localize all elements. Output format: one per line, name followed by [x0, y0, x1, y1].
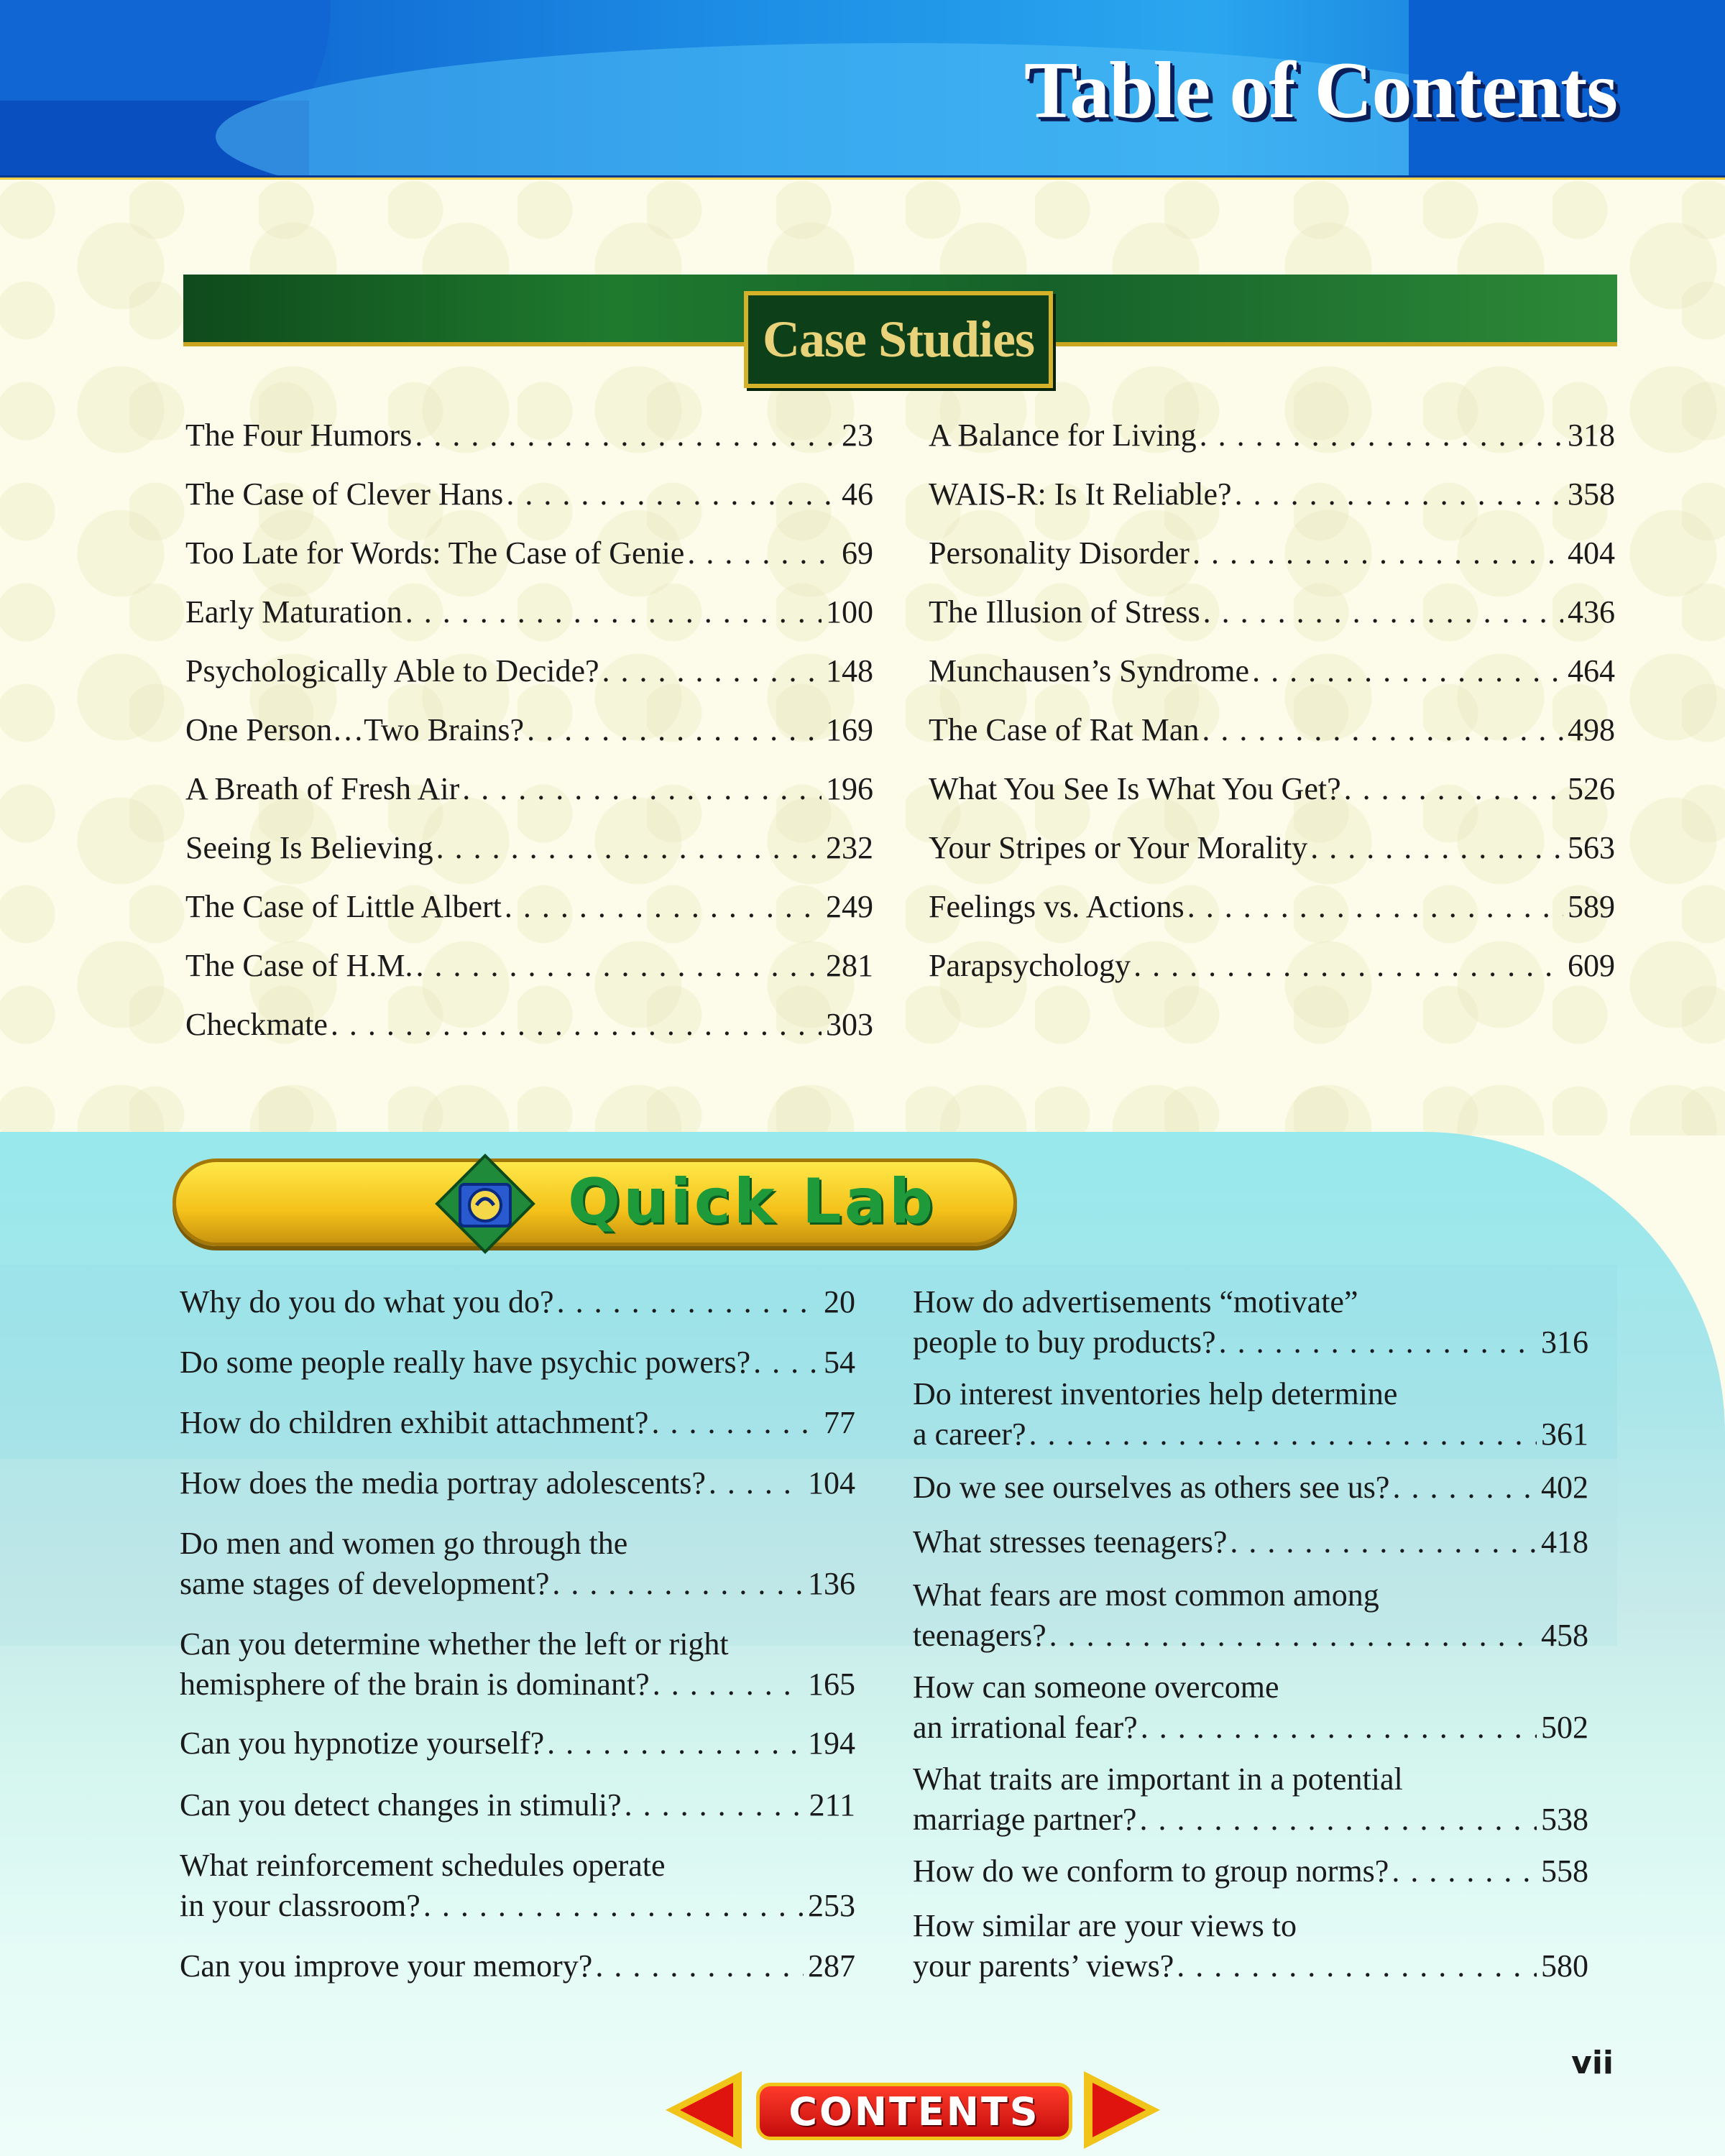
- toc-entry[interactable]: [180, 1403, 855, 1443]
- toc-entry-title: Do interest inventories help determine: [913, 1376, 1398, 1411]
- toc-entry-title: Can you detect changes in stimuli?: [180, 1787, 622, 1823]
- toc-entry[interactable]: [913, 1374, 1588, 1455]
- toc-entry-title: Do some people really have psychic powers?: [180, 1345, 751, 1380]
- toc-entry-page: 538: [1541, 1802, 1588, 1837]
- toc-entry-page: 165: [808, 1667, 855, 1702]
- toc-entry-title: One Person…Two Brains?: [185, 712, 525, 747]
- dot-leader: [544, 1723, 804, 1764]
- case-studies-heading: Case Studies: [744, 291, 1053, 388]
- toc-entry-title: Feelings vs. Actions: [929, 889, 1184, 924]
- toc-entry-page: 196: [826, 771, 873, 806]
- toc-entry-title-continued: people to buy products?: [913, 1325, 1216, 1360]
- dot-leader: [1174, 1946, 1537, 1986]
- toc-entry[interactable]: [185, 591, 873, 634]
- toc-entry[interactable]: [913, 1906, 1588, 1986]
- toc-entry-title: The Illusion of Stress: [929, 594, 1200, 630]
- previous-page-arrow-icon[interactable]: [661, 2068, 748, 2152]
- toc-entry[interactable]: [929, 650, 1615, 693]
- toc-entry-title: Seeing Is Believing: [185, 830, 433, 865]
- toc-entry-title-continued: in your classroom?: [180, 1888, 420, 1923]
- toc-entry-title: How does the media portray adolescents?: [180, 1465, 706, 1501]
- toc-entry[interactable]: [929, 473, 1615, 516]
- toc-entry-title: What traits are important in a potential: [913, 1761, 1403, 1797]
- toc-entry-title: The Case of Clever Hans: [185, 476, 504, 512]
- page-number: vii: [1571, 2045, 1614, 2081]
- toc-entry[interactable]: [180, 1624, 855, 1705]
- toc-entry-page: 20: [824, 1284, 855, 1319]
- toc-entry-title: Your Stripes or Your Morality: [929, 830, 1308, 865]
- toc-entry-page: 404: [1568, 535, 1615, 571]
- toc-entry-page: 148: [826, 653, 873, 688]
- toc-entry-page: 609: [1568, 948, 1615, 983]
- toc-entry-title: Why do you do what you do?: [180, 1284, 554, 1319]
- toc-entry[interactable]: [929, 944, 1615, 987]
- toc-entry-title-continued: an irrational fear?: [913, 1710, 1138, 1745]
- toc-entry[interactable]: [180, 1846, 855, 1926]
- toc-entry[interactable]: [180, 1723, 855, 1764]
- toc-entry-page: 498: [1568, 712, 1615, 747]
- toc-entry-page: 361: [1541, 1416, 1588, 1452]
- dot-leader: [622, 1785, 805, 1825]
- toc-entry-title-continued: hemisphere of the brain is dominant?: [180, 1667, 650, 1702]
- toc-entry-page: 287: [808, 1948, 855, 1984]
- toc-entry-title: Psychologically Able to Decide?: [185, 653, 599, 688]
- toc-entry-page: 104: [808, 1465, 855, 1501]
- toc-entry[interactable]: [185, 650, 873, 693]
- toc-entry[interactable]: [180, 1463, 855, 1503]
- toc-entry[interactable]: [929, 414, 1615, 457]
- toc-entry-page: 558: [1541, 1853, 1588, 1889]
- toc-entry-page: 316: [1541, 1325, 1588, 1360]
- toc-entry[interactable]: [185, 1003, 873, 1046]
- toc-entry-page: 249: [826, 889, 873, 924]
- toc-entry-title: The Case of H.M.: [185, 948, 413, 983]
- dot-leader: [706, 1463, 804, 1503]
- dot-leader: [549, 1564, 804, 1604]
- toc-entry[interactable]: [185, 826, 873, 870]
- dot-leader: [433, 826, 822, 870]
- dot-leader: [413, 944, 822, 987]
- toc-entry-page: 358: [1568, 476, 1615, 512]
- next-page-arrow-icon[interactable]: [1078, 2068, 1164, 2152]
- toc-entry[interactable]: [185, 532, 873, 575]
- dot-leader: [650, 1664, 804, 1705]
- toc-entry-title: How do children exhibit attachment?: [180, 1405, 649, 1440]
- toc-entry-page: 46: [842, 476, 873, 512]
- toc-entry-title-continued: teenagers?: [913, 1618, 1046, 1653]
- dot-leader: [402, 591, 822, 634]
- toc-entry-title: A Breath of Fresh Air: [185, 771, 460, 806]
- dot-leader: [1199, 709, 1563, 752]
- toc-entry-page: 318: [1568, 418, 1615, 453]
- toc-entry-page: 502: [1541, 1710, 1588, 1745]
- dot-leader: [1232, 473, 1563, 516]
- toc-entry[interactable]: [185, 944, 873, 987]
- dot-leader: [524, 709, 822, 752]
- toc-entry-page: 458: [1541, 1618, 1588, 1653]
- toc-entry-title: What You See Is What You Get?: [929, 771, 1341, 806]
- dot-leader: [503, 473, 837, 516]
- dot-leader: [1227, 1522, 1537, 1562]
- toc-entry-page: 232: [826, 830, 873, 865]
- toc-entry-title: The Case of Rat Man: [929, 712, 1200, 747]
- toc-entry[interactable]: [929, 591, 1615, 634]
- dot-leader: [554, 1282, 819, 1322]
- toc-entry[interactable]: [185, 473, 873, 516]
- toc-entry[interactable]: [913, 1282, 1588, 1363]
- toc-entry[interactable]: [180, 1524, 855, 1604]
- dot-leader: [1197, 414, 1563, 457]
- toc-entry[interactable]: [180, 1342, 855, 1383]
- dot-leader: [684, 532, 837, 575]
- dot-leader: [648, 1403, 819, 1443]
- toc-entry-title: How do we conform to group norms?: [913, 1853, 1389, 1889]
- dot-leader: [592, 1946, 804, 1986]
- toc-entry-title: Do we see ourselves as others see us?: [913, 1470, 1390, 1505]
- quick-lab-heading: Quick Lab: [568, 1166, 937, 1238]
- dot-leader: [328, 1003, 822, 1046]
- dot-leader: [1389, 1851, 1537, 1892]
- toc-entry-title: Can you hypnotize yourself?: [180, 1726, 545, 1761]
- dot-leader: [599, 650, 822, 693]
- toc-entry-title: A Balance for Living: [929, 418, 1197, 453]
- toc-entry-page: 100: [826, 594, 873, 630]
- toc-entry-page: 563: [1568, 830, 1615, 865]
- toc-entry[interactable]: [185, 709, 873, 752]
- toc-entry-page: 281: [826, 948, 873, 983]
- toc-entry-title: Munchausen’s Syndrome: [929, 653, 1250, 688]
- page-title: Table of Contents: [1024, 46, 1617, 135]
- dot-leader: [502, 885, 822, 929]
- dot-leader: [1046, 1616, 1537, 1656]
- dot-leader: [1307, 826, 1563, 870]
- toc-entry-title-continued: your parents’ views?: [913, 1948, 1174, 1984]
- toc-entry[interactable]: [185, 885, 873, 929]
- toc-entry[interactable]: [929, 826, 1615, 870]
- toc-entry[interactable]: [913, 1851, 1588, 1892]
- dot-leader: [750, 1342, 819, 1383]
- dot-leader: [1216, 1322, 1537, 1363]
- contents-button[interactable]: CONTENTS: [756, 2083, 1072, 2140]
- toc-entry-page: 77: [824, 1405, 855, 1440]
- toc-entry-title-continued: marriage partner?: [913, 1802, 1137, 1837]
- quick-lab-logo-icon: [431, 1150, 539, 1258]
- dot-leader: [1026, 1414, 1537, 1455]
- toc-entry[interactable]: [913, 1575, 1588, 1656]
- toc-entry-page: 402: [1541, 1470, 1588, 1505]
- toc-entry-page: 464: [1568, 653, 1615, 688]
- dot-leader: [1341, 768, 1563, 811]
- toc-entry-page: 211: [809, 1787, 855, 1823]
- toc-entry-page: 253: [808, 1888, 855, 1923]
- dot-leader: [1131, 944, 1563, 987]
- toc-entry-title: Early Maturation: [185, 594, 402, 630]
- toc-entry-title: Do men and women go through the: [180, 1526, 628, 1561]
- toc-entry-title: What stresses teenagers?: [913, 1524, 1228, 1560]
- toc-entry[interactable]: [180, 1785, 855, 1825]
- toc-entry-title: Checkmate: [185, 1007, 328, 1042]
- toc-entry-page: 54: [824, 1345, 855, 1380]
- toc-entry[interactable]: [185, 768, 873, 811]
- toc-entry-title: What fears are most common among: [913, 1577, 1379, 1613]
- toc-entry-page: 580: [1541, 1948, 1588, 1984]
- toc-entry-title: Personality Disorder: [929, 535, 1190, 571]
- toc-entry-page: 418: [1541, 1524, 1588, 1560]
- toc-entry-title: How do advertisements “motivate”: [913, 1284, 1358, 1319]
- toc-entry-title: WAIS-R: Is It Reliable?: [929, 476, 1232, 512]
- toc-entry-title: How can someone overcome: [913, 1669, 1279, 1705]
- dot-leader: [1200, 591, 1563, 634]
- toc-entry-page: 136: [808, 1566, 855, 1601]
- toc-entry[interactable]: [929, 709, 1615, 752]
- toc-entry-title-continued: same stages of development?: [180, 1566, 550, 1601]
- toc-entry[interactable]: [180, 1946, 855, 1986]
- toc-entry-page: 589: [1568, 889, 1615, 924]
- toc-entry-page: 526: [1568, 771, 1615, 806]
- dot-leader: [1136, 1800, 1537, 1840]
- toc-entry[interactable]: [180, 1282, 855, 1322]
- toc-entry[interactable]: [913, 1667, 1588, 1748]
- toc-entry[interactable]: [185, 414, 873, 457]
- toc-entry-title: What reinforcement schedules operate: [180, 1848, 666, 1883]
- toc-entry[interactable]: [929, 885, 1615, 929]
- toc-entry-page: 194: [808, 1726, 855, 1761]
- toc-entry[interactable]: [929, 768, 1615, 811]
- dot-leader: [1184, 885, 1563, 929]
- dot-leader: [412, 414, 837, 457]
- toc-entry-title: How similar are your views to: [913, 1908, 1297, 1943]
- toc-entry[interactable]: [929, 532, 1615, 575]
- toc-entry-page: 23: [842, 418, 873, 453]
- toc-entry[interactable]: [913, 1759, 1588, 1840]
- dot-leader: [1389, 1468, 1537, 1508]
- toc-entry-title-continued: a career?: [913, 1416, 1026, 1452]
- dot-leader: [1190, 532, 1563, 575]
- toc-entry-page: 69: [842, 535, 873, 571]
- dot-leader: [420, 1886, 804, 1926]
- toc-entry-title: Can you improve your memory?: [180, 1948, 593, 1984]
- toc-entry-page: 169: [826, 712, 873, 747]
- toc-entry-page: 436: [1568, 594, 1615, 630]
- dot-leader: [459, 768, 822, 811]
- dot-leader: [1138, 1708, 1537, 1748]
- toc-entry-title: Parapsychology: [929, 948, 1131, 983]
- dot-leader: [1249, 650, 1563, 693]
- toc-entry-title: The Case of Little Albert: [185, 889, 502, 924]
- toc-entry-title: The Four Humors: [185, 418, 413, 453]
- toc-entry[interactable]: [913, 1468, 1588, 1508]
- toc-entry-title: Can you determine whether the left or right: [180, 1626, 729, 1662]
- toc-entry-page: 303: [826, 1007, 873, 1042]
- toc-entry[interactable]: [913, 1522, 1588, 1562]
- toc-entry-title: Too Late for Words: The Case of Genie: [185, 535, 685, 571]
